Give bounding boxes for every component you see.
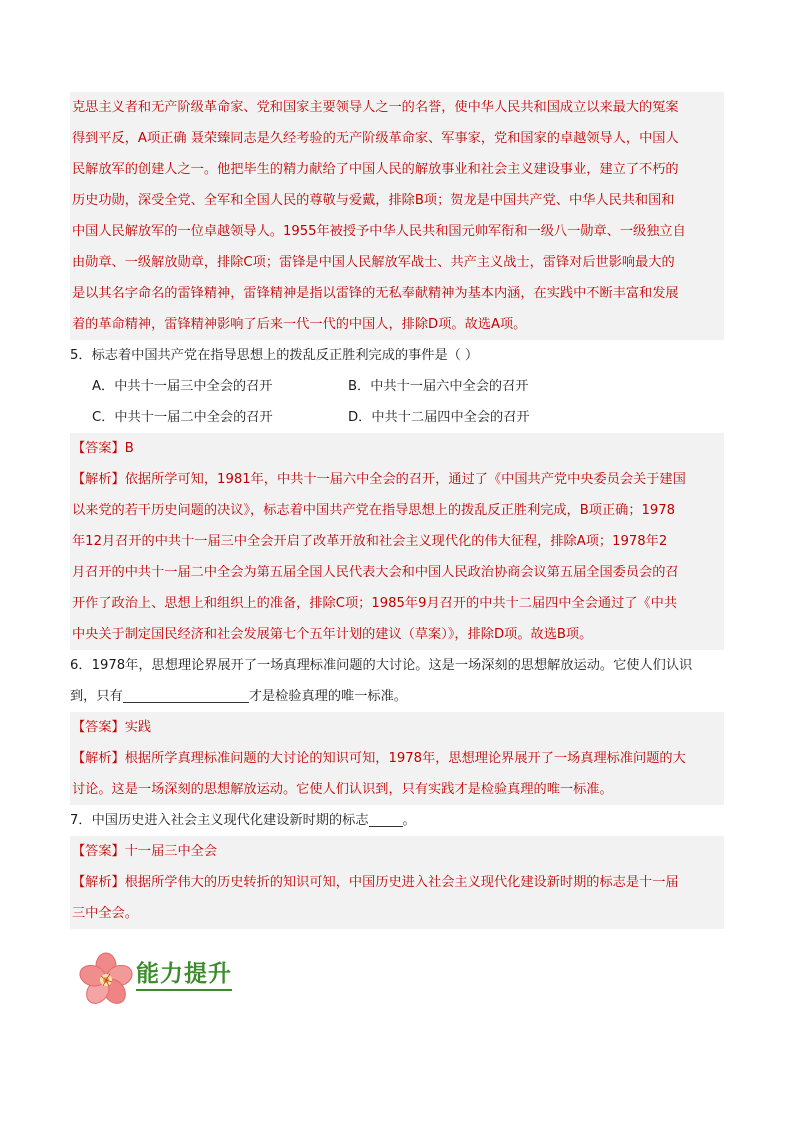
q7-explanation-line: 【解析】根据所学伟大的历史转折的知识可知，中国历史进入社会主义现代化建设新时期的标志是十一届 bbox=[72, 875, 679, 890]
q5-options-row-1 bbox=[70, 371, 724, 402]
q5-stem: 5．标志着中国共产党在指导思想上的拨乱反正胜利完成的事件是（ ） bbox=[70, 348, 479, 363]
q5-option-b: B．中共十一届六中全会的召开 bbox=[348, 379, 529, 394]
q5-option-a: A．中共十一届三中全会的召开 bbox=[92, 379, 273, 394]
q4-explanation-line: 克思主义者和无产阶级革命家、党和国家主要领导人之一的名誉，使中华人民共和国成立以来最大的冤案 bbox=[72, 100, 679, 115]
q7-answer-block bbox=[70, 836, 724, 929]
q6-stem-line-1: 6．1978年，思想理论界展开了一场真理标准问题的大讨论。这是一场深刻的思想解放运动。它使人们认识 bbox=[70, 658, 693, 673]
q5-answer: 【答案】B bbox=[72, 441, 134, 456]
q7-answer-blank[interactable] bbox=[369, 811, 403, 827]
q4-explanation-line: 由勋章、一级解放勋章，排除C项；雷锋是中国人民解放军战士、共产主义战士，雷锋对后世影响最大的 bbox=[72, 255, 675, 270]
q5-explanation-line: 年12月召开的中共十一届三中全会开启了改革开放和社会主义现代化的伟大征程，排除A项；1978年2 bbox=[72, 534, 668, 549]
q7-explanation-line: 三中全会。 bbox=[72, 906, 138, 921]
q7-stem bbox=[70, 805, 724, 836]
plum-blossom-icon bbox=[78, 951, 134, 1009]
q4-explanation-line: 着的革命精神，雷锋精神影响了后来一代一代的中国人，排除D项。故选A项。 bbox=[72, 317, 527, 332]
q5-explanation-line: 开作了政治上、思想上和组织上的准备，排除C项；1985年9月召开的中共十二届四中全会通过了《中共 bbox=[72, 596, 678, 611]
q6-stem-line-2 bbox=[70, 681, 724, 712]
q5-explanation-line: 【解析】依据所学可知，1981年，中共十一届六中全会的召开，通过了《中国共产党中央委员会关于建国 bbox=[72, 472, 686, 487]
q5-explanation-line: 以来党的若干历史问题的决议》，标志着中国共产党在指导思想上的拨乱反正胜利完成，B项正确；1978 bbox=[72, 503, 676, 518]
section-title: 能力提升 bbox=[136, 959, 232, 991]
q6-answer-blank[interactable] bbox=[123, 687, 249, 703]
q4-explanation-line: 是以其名字命名的雷锋精神，雷锋精神是指以雷锋的无私奉献精神为基本内涵，在实践中不断丰富和发展 bbox=[72, 286, 679, 301]
q5-option-c: C．中共十一届二中全会的召开 bbox=[92, 410, 273, 425]
q5-option-d: D．中共十二届四中全会的召开 bbox=[348, 410, 530, 425]
q6-stem-after-blank: 才是检验真理的唯一标准。 bbox=[248, 689, 407, 704]
q4-explanation-line: 历史功勋，深受全党、全军和全国人民的尊敬与爱戴，排除B项；贺龙是中国共产党、中华人民共和国和 bbox=[72, 193, 675, 208]
q5-options-row-2 bbox=[70, 402, 724, 433]
q6-stem-before-blank: 到，只有 bbox=[70, 689, 123, 704]
q4-explanation-line: 得到平反，A项正确 聂荣臻同志是久经考验的无产阶级革命家、军事家，党和国家的卓越领导人，中国人 bbox=[72, 131, 679, 146]
q6-answer-block bbox=[70, 712, 724, 805]
q4-explanation-line: 中国人民解放军的一位卓越领导人。1955年被授予中华人民共和国元帅军衔和一级八一勋章、一级独立自 bbox=[72, 224, 686, 239]
q7-stem-before-blank: 7．中国历史进入社会主义现代化建设新时期的标志 bbox=[70, 813, 369, 828]
q6-answer: 【答案】实践 bbox=[72, 720, 152, 735]
section-header bbox=[78, 951, 318, 1009]
q4-explanation-block bbox=[70, 92, 724, 340]
q5-explanation-line: 月召开的中共十一届二中全会为第五届全国人民代表大会和中国人民政治协商会议第五届全国委员会的召 bbox=[72, 565, 679, 580]
page-content bbox=[70, 92, 724, 929]
q6-explanation-line: 【解析】根据所学真理标准问题的大讨论的知识可知，1978年，思想理论界展开了一场真理标准问题的大 bbox=[72, 751, 686, 766]
q7-stem-after-blank: 。 bbox=[402, 813, 416, 828]
q6-explanation-line: 讨论。这是一场深刻的思想解放运动。它使人们认识到，只有实践才是检验真理的唯一标准。 bbox=[72, 782, 613, 797]
q4-explanation-line: 民解放军的创建人之一。他把毕生的精力献给了中国人民的解放事业和社会主义建设事业，建立了不朽的 bbox=[72, 162, 679, 177]
q7-answer: 【答案】十一届三中全会 bbox=[72, 844, 218, 859]
q5-explanation-line: 中央关于制定国民经济和社会发展第七个五年计划的建议（草案）》，排除D项。故选B项。 bbox=[72, 627, 593, 642]
q5-answer-block bbox=[70, 433, 724, 650]
